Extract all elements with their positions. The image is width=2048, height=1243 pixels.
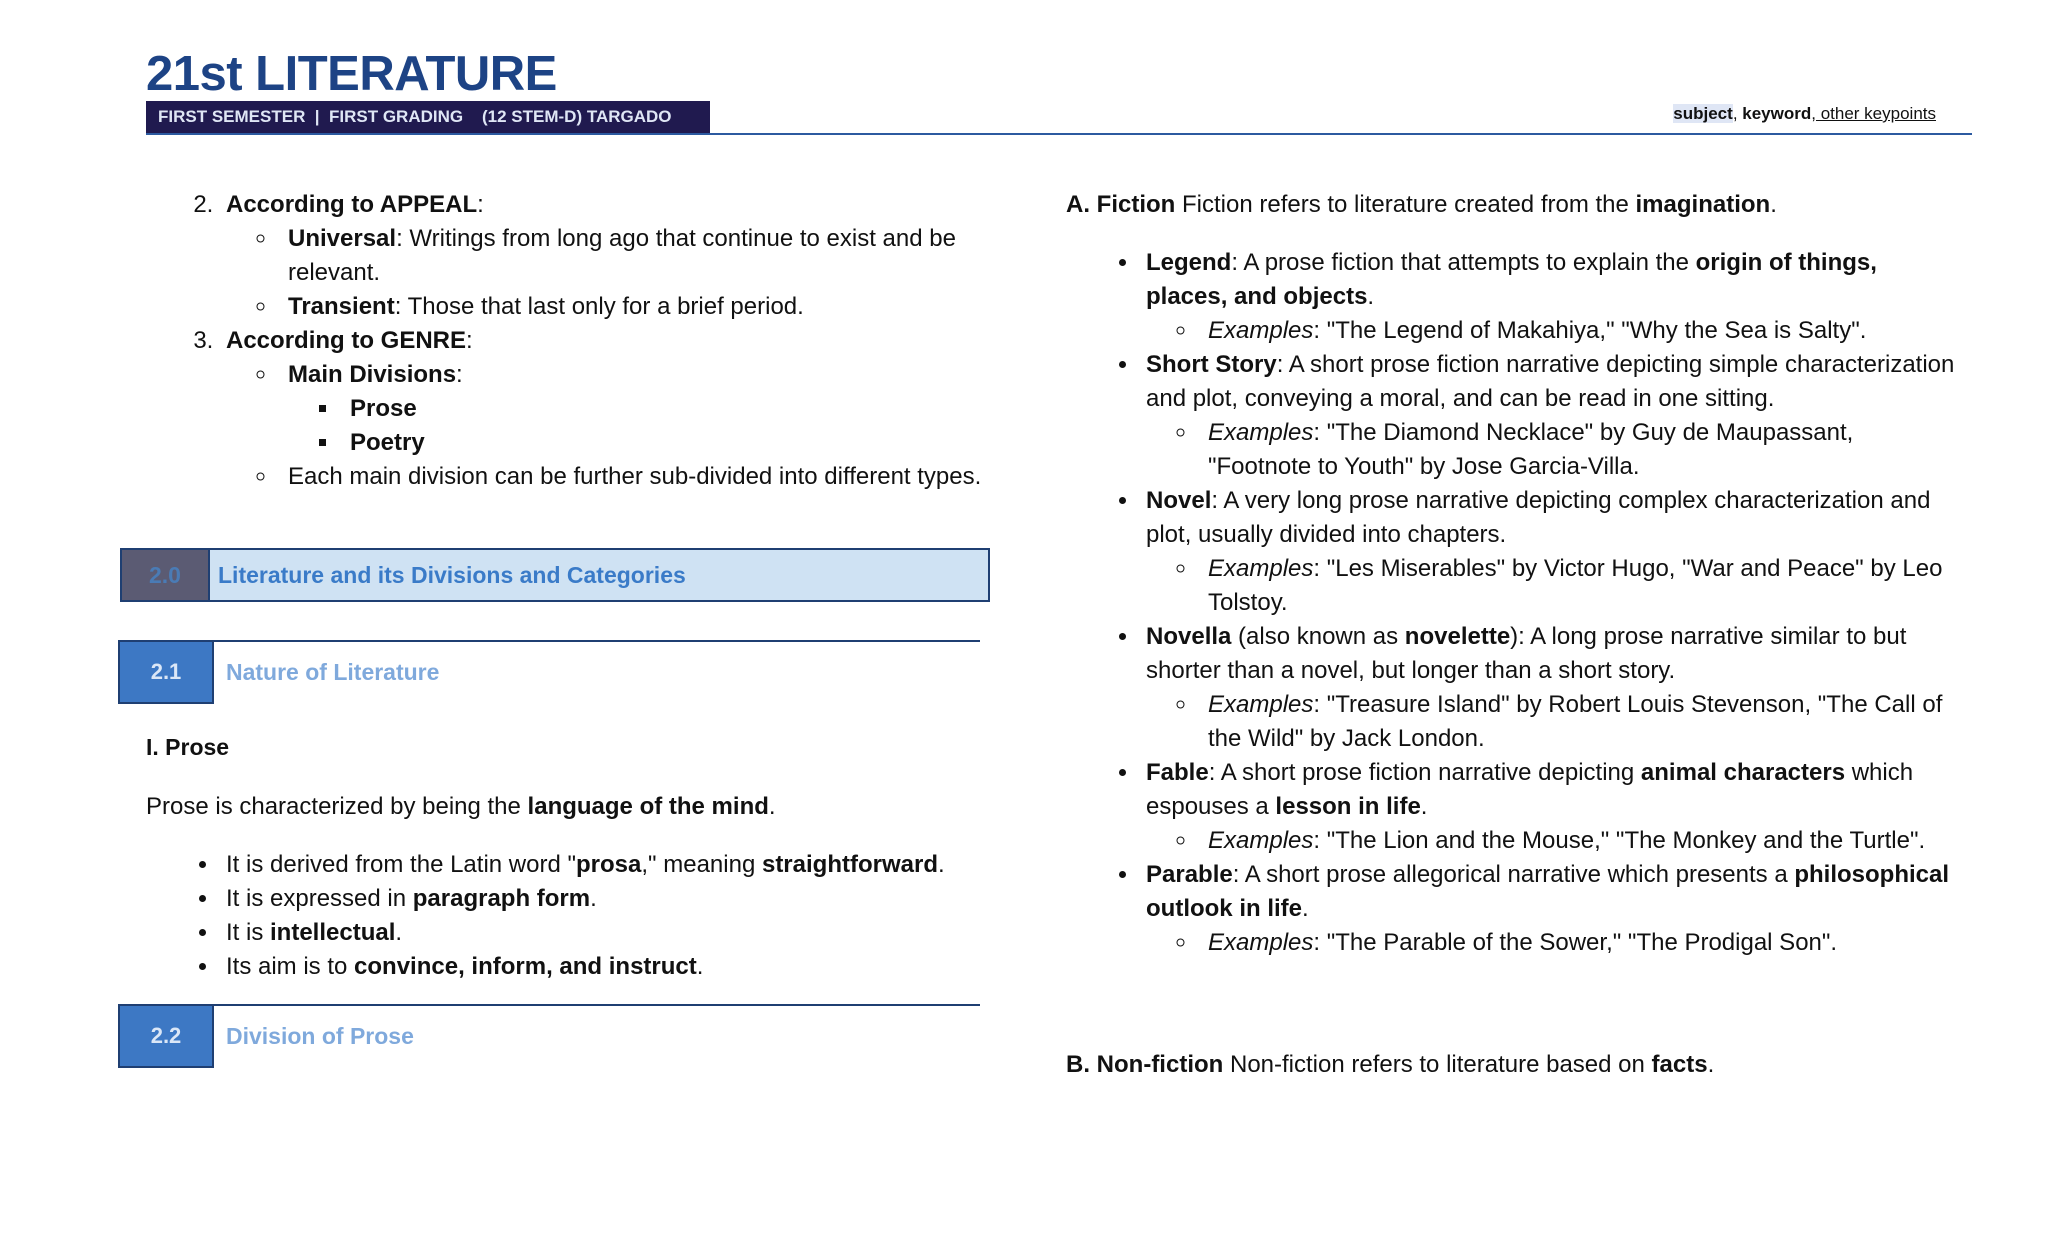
examples-text: : "The Legend of Makahiya," "Why the Sea is Salty". [1313, 317, 1867, 344]
text-run: : A short prose fiction narrative depicting simple characterization and plot, conveying a moral, and can be read in one sitting. [1146, 351, 1955, 412]
term: Novel [1146, 487, 1212, 514]
prose-characteristics-list [180, 848, 1020, 984]
text-run: Non-fiction refers to literature based on [1223, 1051, 1652, 1078]
transient-term: Transient [288, 293, 395, 320]
section-heading-2-0 [120, 548, 990, 602]
text-run: . [395, 919, 403, 946]
text-run: . [1770, 191, 1777, 218]
text-run: : A short prose allegorical narrative which presents a [1232, 861, 1795, 888]
examples-sublist [1146, 688, 1960, 756]
classification-list [180, 188, 1020, 494]
legend-separator: , [1732, 104, 1738, 123]
examples-text: : "The Lion and the Mouse," "The Monkey and the Turtle". [1313, 827, 1926, 854]
examples-sublist [1146, 416, 1960, 484]
term: Fable [1146, 759, 1209, 786]
prose-term: Prose [350, 395, 417, 422]
section-number: 2.2 [118, 1004, 214, 1068]
examples-text: : "Les Miserables" by Victor Hugo, "War and Peace" by Leo Tolstoy. [1208, 555, 1943, 616]
examples-label: Examples [1208, 419, 1314, 446]
prose-heading: I. Prose [146, 734, 230, 760]
section-title: Literature and its Divisions and Categories [218, 562, 686, 588]
section-heading-2-2 [118, 1004, 980, 1070]
section-title: Nature of Literature [226, 659, 440, 685]
list-item-short-story [1140, 348, 1960, 484]
header-divider [146, 133, 1972, 135]
keyword: convince, inform, and instruct [354, 953, 697, 980]
text-run: . [1302, 895, 1309, 922]
text-run: . [1367, 283, 1375, 310]
list-item-genre [220, 324, 1020, 494]
keyword: lesson in life [1275, 793, 1421, 820]
list-item [220, 848, 1020, 882]
text-run: . [937, 851, 945, 878]
text-run: : A very long prose narrative depicting complex characterization and plot, usually divided into chapters. [1146, 487, 1931, 548]
text-run: . [590, 885, 597, 912]
appeal-heading: According to APPEAL [226, 191, 478, 218]
colon: : [456, 361, 463, 388]
term: Short Story [1146, 351, 1277, 378]
nonfiction-definition [1066, 1048, 1966, 1082]
keyword: straightforward [761, 851, 938, 878]
list-item-main-divisions [278, 358, 1020, 460]
list-item-transient [278, 290, 1020, 324]
list-item-poetry [340, 426, 1020, 460]
appeal-sublist [226, 222, 1020, 324]
text-run: Fiction refers to literature created from the [1175, 191, 1636, 218]
list-item [220, 950, 1020, 984]
keyword: imagination [1635, 191, 1771, 218]
keyword: paragraph form [412, 885, 591, 912]
list-item [220, 916, 1020, 950]
examples-sublist [1146, 552, 1960, 620]
subdivision-note: Each main division can be further sub-divided into different types. [288, 463, 982, 490]
list-item-appeal [220, 188, 1020, 324]
genre-sublist [226, 358, 1020, 494]
list-item-novella [1140, 620, 1960, 756]
transient-definition: : Those that last only for a brief period. [394, 293, 804, 320]
keyword: novelette [1404, 623, 1511, 650]
colon: : [466, 327, 473, 354]
divisions-sublist [288, 392, 1020, 460]
universal-term: Universal [288, 225, 397, 252]
examples-label: Examples [1208, 317, 1314, 344]
text-run: . [1420, 793, 1428, 820]
keyword: prosa [576, 851, 642, 878]
document-title: 21st LITERATURE [146, 47, 557, 101]
legend-separator: , [1811, 104, 1816, 123]
text-run: It is derived from the Latin word " [226, 851, 577, 878]
examples-text: : "Treasure Island" by Robert Louis Stevenson, "The Call of the Wild" by Jack London. [1208, 691, 1943, 752]
examples-sublist [1146, 926, 1960, 960]
text-run: . [1707, 1051, 1715, 1078]
examples-item [1198, 314, 1960, 348]
text-run: : A short prose fiction narrative depicting [1208, 759, 1641, 786]
examples-sublist [1146, 314, 1960, 348]
keyword: philosophical outlook in life [1146, 861, 1950, 922]
text-run: It is expressed in [226, 885, 413, 912]
section-number: 2.0 [122, 550, 210, 600]
list-item-novel [1140, 484, 1960, 620]
text-run: which espouses a [1146, 759, 1914, 820]
text-run: Prose is characterized by being the [146, 793, 528, 820]
list-item-fable [1140, 756, 1960, 858]
legend-subject: subject [1673, 104, 1733, 123]
keyword: origin of things, places, and objects [1146, 249, 1877, 310]
list-item-legend [1140, 246, 1960, 348]
term: Legend [1146, 249, 1232, 276]
legend-other-keypoints: other keypoints [1815, 104, 1936, 123]
keyword: facts [1651, 1051, 1708, 1078]
text-run: . [768, 793, 776, 820]
list-item [220, 882, 1020, 916]
text-run: . [696, 953, 704, 980]
prose-intro [146, 790, 776, 824]
examples-label: Examples [1208, 555, 1314, 582]
fiction-label: A. Fiction [1066, 191, 1176, 218]
legend-keyword: keyword [1737, 104, 1812, 123]
fiction-definition [1066, 188, 1966, 222]
keyword: language of the mind [527, 793, 769, 820]
universal-definition: : Writings from long ago that continue to exist and be relevant. [288, 225, 956, 286]
term: Parable [1146, 861, 1233, 888]
text-run: ," meaning [641, 851, 762, 878]
poetry-term: Poetry [350, 429, 425, 456]
formatting-legend [1673, 104, 1936, 124]
text-run: : A prose fiction that attempts to explain the [1231, 249, 1696, 276]
keyword: intellectual [270, 919, 396, 946]
examples-label: Examples [1208, 691, 1314, 718]
section-title: Division of Prose [226, 1023, 414, 1049]
list-item-universal [278, 222, 1020, 290]
semester-banner: FIRST SEMESTER | FIRST GRADING (12 STEM-D) TARGADO [146, 101, 710, 133]
colon: : [477, 191, 484, 218]
examples-sublist [1146, 824, 1960, 858]
examples-label: Examples [1208, 929, 1314, 956]
examples-text: : "The Parable of the Sower," "The Prodigal Son". [1313, 929, 1838, 956]
examples-item [1198, 688, 1960, 756]
fiction-types-list [1100, 246, 1960, 960]
examples-item [1198, 416, 1960, 484]
list-item-subdivision-note [278, 460, 1020, 494]
list-item-prose [340, 392, 1020, 426]
genre-heading: According to GENRE [226, 327, 467, 354]
keyword: animal characters [1640, 759, 1846, 786]
examples-label: Examples [1208, 827, 1314, 854]
examples-item [1198, 552, 1960, 620]
text-run: Its aim is to [226, 953, 355, 980]
examples-text: : "The Diamond Necklace" by Guy de Maupassant, "Footnote to Youth" by Jose Garcia-Villa. [1208, 419, 1854, 480]
text-run: It is [226, 919, 271, 946]
text-run: (also known as [1231, 623, 1405, 650]
term: Novella [1146, 623, 1232, 650]
nonfiction-label: B. Non-fiction [1066, 1051, 1224, 1078]
section-heading-2-1 [118, 640, 980, 706]
examples-item [1198, 824, 1960, 858]
text-run: ): A long prose narrative similar to but shorter than a novel, but longer than a short story. [1146, 623, 1907, 684]
main-divisions-term: Main Divisions [288, 361, 457, 388]
section-number: 2.1 [118, 640, 214, 704]
examples-item [1198, 926, 1960, 960]
list-item-parable [1140, 858, 1960, 960]
